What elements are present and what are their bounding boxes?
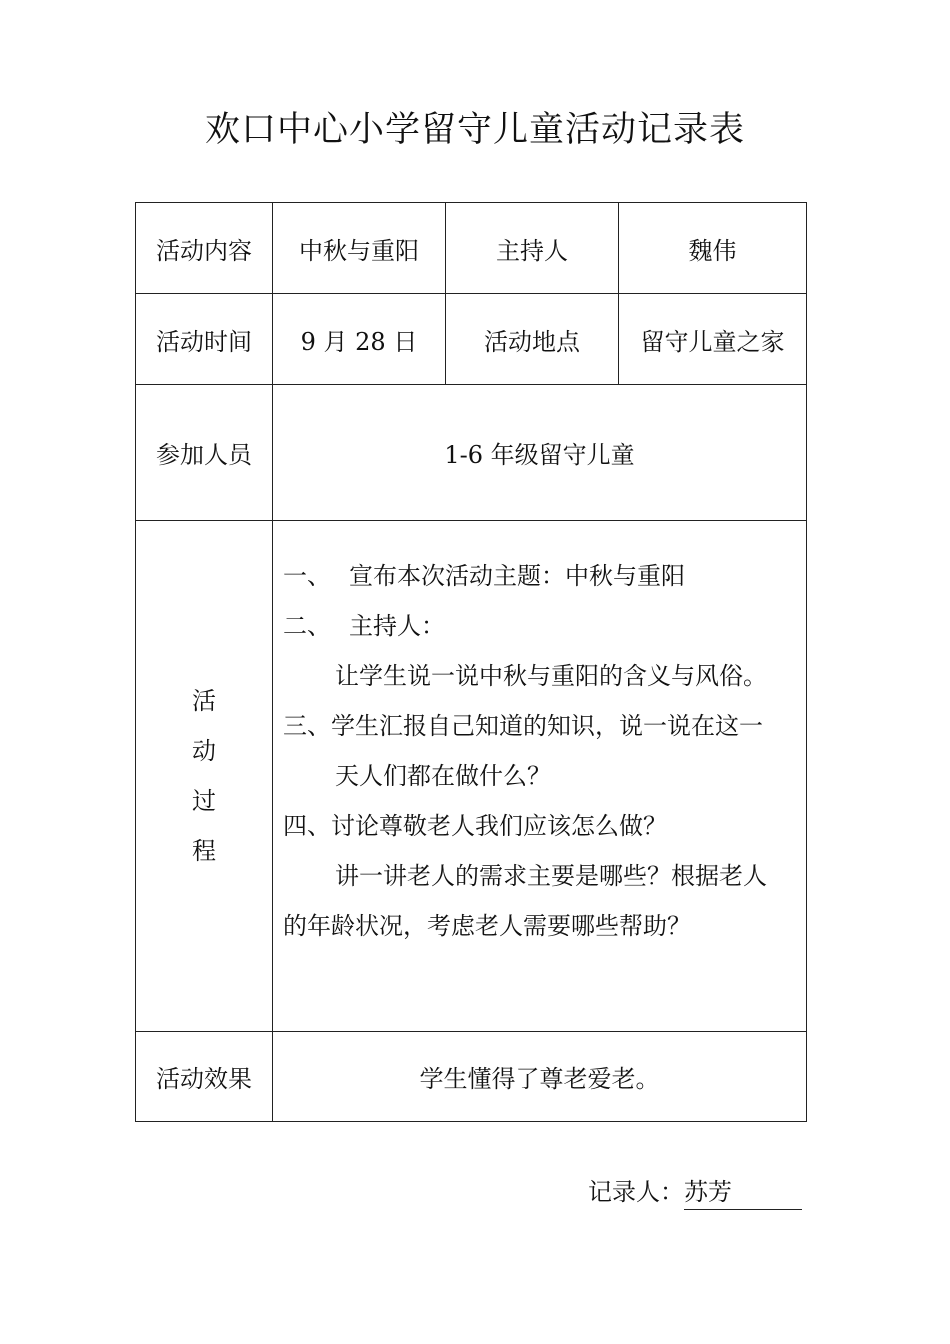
process-label-char: 程 (192, 837, 216, 865)
place-label: 活动地点 (446, 294, 619, 385)
table-row-effect (136, 1032, 807, 1122)
process-line: 三、学生汇报自己知道的知识，说一说在这一 (283, 712, 763, 740)
process-content (273, 521, 807, 1032)
process-label (136, 521, 273, 1032)
process-label-char: 过 (192, 787, 216, 815)
process-line: 让学生说一说中秋与重阳的含义与风俗。 (335, 662, 767, 690)
effect-value: 学生懂得了尊老爱老。 (273, 1032, 807, 1122)
activity-record-table (135, 202, 807, 1122)
process-line: 的年龄状况，考虑老人需要哪些帮助？ (283, 912, 691, 940)
recorder-line (588, 1172, 802, 1210)
process-line: 四、讨论尊敬老人我们应该怎么做？ (283, 812, 667, 840)
process-line-text: 主持人： (349, 612, 445, 640)
participants-label: 参加人员 (136, 385, 273, 521)
table-row-time (136, 294, 807, 385)
process-line: 天人们都在做什么？ (335, 762, 551, 790)
process-line (283, 601, 798, 651)
table-row-participants (136, 385, 807, 521)
recorder-label: 记录人： (588, 1178, 684, 1206)
host-label: 主持人 (446, 203, 619, 294)
recorder-name: 苏芳 (684, 1172, 802, 1210)
place-value: 留守儿童之家 (619, 294, 807, 385)
time-value: 9 月 28 日 (273, 294, 446, 385)
table-row-process (136, 521, 807, 1032)
process-line-number: 一、 (283, 562, 331, 590)
process-label-char: 动 (192, 737, 216, 765)
content-value: 中秋与重阳 (273, 203, 446, 294)
process-label-char: 活 (192, 687, 216, 715)
document-title: 欢口中心小学留守儿童活动记录表 (204, 110, 745, 150)
process-line (283, 551, 798, 601)
process-line: 讲一讲老人的需求主要是哪些？根据老人 (335, 862, 767, 890)
time-label: 活动时间 (136, 294, 273, 385)
participants-value: 1-6 年级留守儿童 (273, 385, 807, 521)
table-row-content (136, 203, 807, 294)
process-line-number: 二、 (283, 612, 331, 640)
effect-label: 活动效果 (136, 1032, 273, 1122)
process-line-text: 宣布本次活动主题：中秋与重阳 (349, 562, 685, 590)
content-label: 活动内容 (136, 203, 273, 294)
host-value: 魏伟 (619, 203, 807, 294)
